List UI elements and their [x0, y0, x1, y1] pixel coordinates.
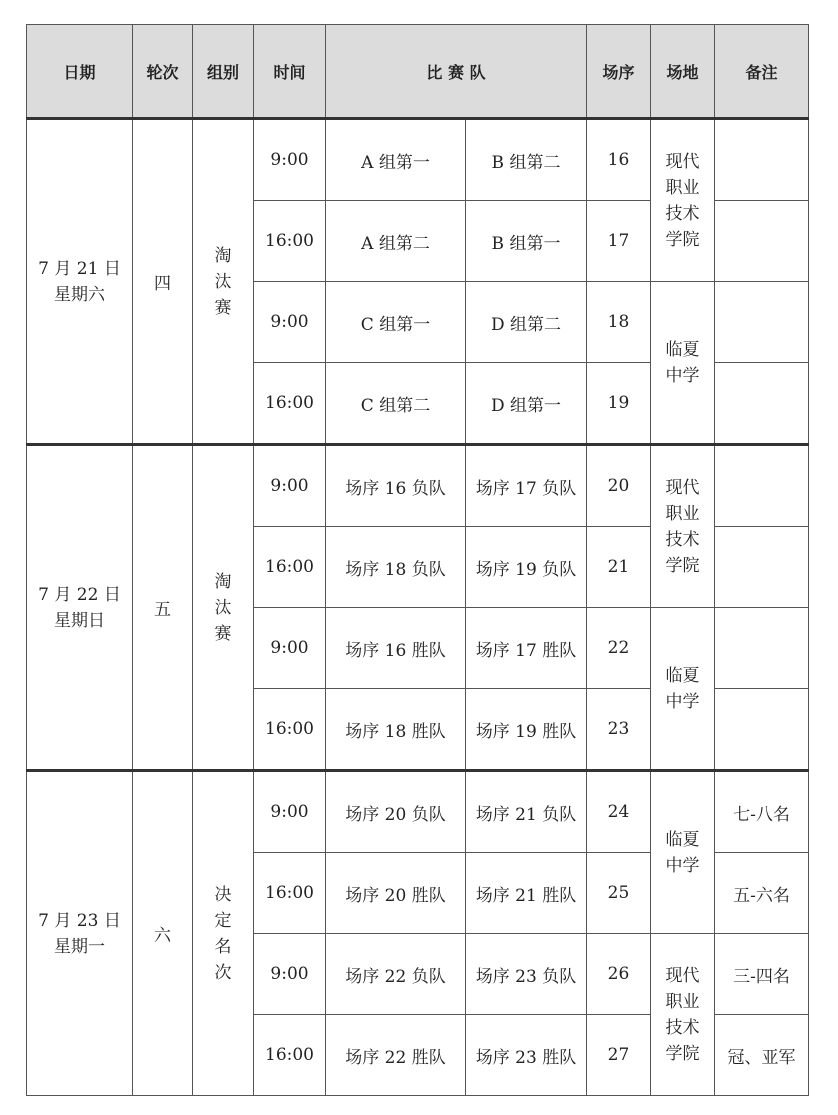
header-row [27, 25, 809, 119]
weekday-text: 星期六 [53, 284, 105, 305]
venue-text: 现代职业技术学院 [665, 965, 700, 1064]
time-cell: 16:00 [254, 527, 326, 608]
date-text: 7 月 22 日 [38, 584, 121, 605]
date-cell [27, 445, 133, 771]
venue-text: 现代职业技术学院 [665, 151, 700, 250]
order-cell: 25 [587, 853, 651, 934]
header-date: 日期 [27, 25, 133, 119]
header-time: 时间 [254, 25, 326, 119]
time-cell: 9:00 [254, 445, 326, 527]
team-b-cell: D 组第二 [466, 282, 587, 363]
date-text: 7 月 21 日 [38, 258, 121, 279]
note-cell: 三-四名 [715, 934, 809, 1015]
team-b-cell: 场序 21 负队 [466, 771, 587, 853]
time-cell: 16:00 [254, 853, 326, 934]
venue-cell [651, 282, 715, 445]
header-venue: 场地 [651, 25, 715, 119]
team-b-cell: D 组第一 [466, 363, 587, 445]
team-b-cell: 场序 23 负队 [466, 934, 587, 1015]
team-a-cell: A 组第二 [326, 201, 466, 282]
group-text: 淘汰赛 [214, 571, 232, 644]
header-order: 场序 [587, 25, 651, 119]
round-cell: 五 [133, 445, 193, 771]
group-cell [193, 445, 254, 771]
date-stack [38, 908, 121, 960]
schedule-table [26, 24, 809, 1096]
time-cell: 9:00 [254, 119, 326, 201]
team-b-cell: 场序 19 负队 [466, 527, 587, 608]
date-cell [27, 771, 133, 1096]
order-cell: 17 [587, 201, 651, 282]
round-cell: 四 [133, 119, 193, 445]
team-b-cell: 场序 19 胜队 [466, 689, 587, 771]
header-round: 轮次 [133, 25, 193, 119]
team-a-cell: 场序 20 胜队 [326, 853, 466, 934]
time-cell: 9:00 [254, 282, 326, 363]
group-cell [193, 771, 254, 1096]
time-cell: 16:00 [254, 363, 326, 445]
header-teams: 比 赛 队 [326, 25, 587, 119]
time-cell: 9:00 [254, 934, 326, 1015]
order-cell: 18 [587, 282, 651, 363]
team-a-cell: 场序 16 负队 [326, 445, 466, 527]
date-cell [27, 119, 133, 445]
venue-text: 临夏中学 [665, 339, 700, 386]
venue-text: 临夏中学 [665, 829, 700, 876]
venue-text: 临夏中学 [665, 665, 700, 712]
note-cell [715, 608, 809, 689]
team-a-cell: A 组第一 [326, 119, 466, 201]
table-row [27, 445, 809, 527]
round-cell: 六 [133, 771, 193, 1096]
group-cell [193, 119, 254, 445]
group-text: 淘汰赛 [214, 245, 232, 318]
time-cell: 9:00 [254, 608, 326, 689]
weekday-text: 星期一 [53, 936, 105, 957]
order-cell: 26 [587, 934, 651, 1015]
order-cell: 23 [587, 689, 651, 771]
weekday-text: 星期日 [53, 610, 105, 631]
note-cell [715, 119, 809, 201]
team-a-cell: 场序 22 负队 [326, 934, 466, 1015]
note-cell [715, 445, 809, 527]
group-text: 决定名次 [214, 884, 232, 983]
team-a-cell: 场序 18 负队 [326, 527, 466, 608]
team-a-cell: 场序 16 胜队 [326, 608, 466, 689]
team-b-cell: 场序 17 负队 [466, 445, 587, 527]
team-a-cell: 场序 18 胜队 [326, 689, 466, 771]
team-b-cell: 场序 23 胜队 [466, 1015, 587, 1096]
date-stack [38, 256, 121, 308]
time-cell: 16:00 [254, 201, 326, 282]
table-row [27, 771, 809, 853]
team-a-cell: 场序 22 胜队 [326, 1015, 466, 1096]
venue-cell [651, 119, 715, 282]
date-stack [38, 582, 121, 634]
team-b-cell: 场序 21 胜队 [466, 853, 587, 934]
table-row [27, 119, 809, 201]
venue-cell [651, 608, 715, 771]
order-cell: 20 [587, 445, 651, 527]
team-a-cell: 场序 20 负队 [326, 771, 466, 853]
team-b-cell: B 组第二 [466, 119, 587, 201]
note-cell [715, 201, 809, 282]
note-cell [715, 527, 809, 608]
header-group: 组别 [193, 25, 254, 119]
venue-cell [651, 771, 715, 934]
team-b-cell: 场序 17 胜队 [466, 608, 587, 689]
team-a-cell: C 组第二 [326, 363, 466, 445]
time-cell: 16:00 [254, 689, 326, 771]
team-a-cell: C 组第一 [326, 282, 466, 363]
venue-cell [651, 445, 715, 608]
order-cell: 24 [587, 771, 651, 853]
venue-cell [651, 934, 715, 1096]
note-cell: 七-八名 [715, 771, 809, 853]
venue-text: 现代职业技术学院 [665, 477, 700, 576]
order-cell: 27 [587, 1015, 651, 1096]
order-cell: 19 [587, 363, 651, 445]
note-cell [715, 363, 809, 445]
note-cell [715, 282, 809, 363]
note-cell: 冠、亚军 [715, 1015, 809, 1096]
team-b-cell: B 组第一 [466, 201, 587, 282]
time-cell: 9:00 [254, 771, 326, 853]
date-text: 7 月 23 日 [38, 910, 121, 931]
order-cell: 22 [587, 608, 651, 689]
note-cell: 五-六名 [715, 853, 809, 934]
header-note: 备注 [715, 25, 809, 119]
time-cell: 16:00 [254, 1015, 326, 1096]
schedule-body [27, 119, 809, 1096]
note-cell [715, 689, 809, 771]
order-cell: 21 [587, 527, 651, 608]
order-cell: 16 [587, 119, 651, 201]
